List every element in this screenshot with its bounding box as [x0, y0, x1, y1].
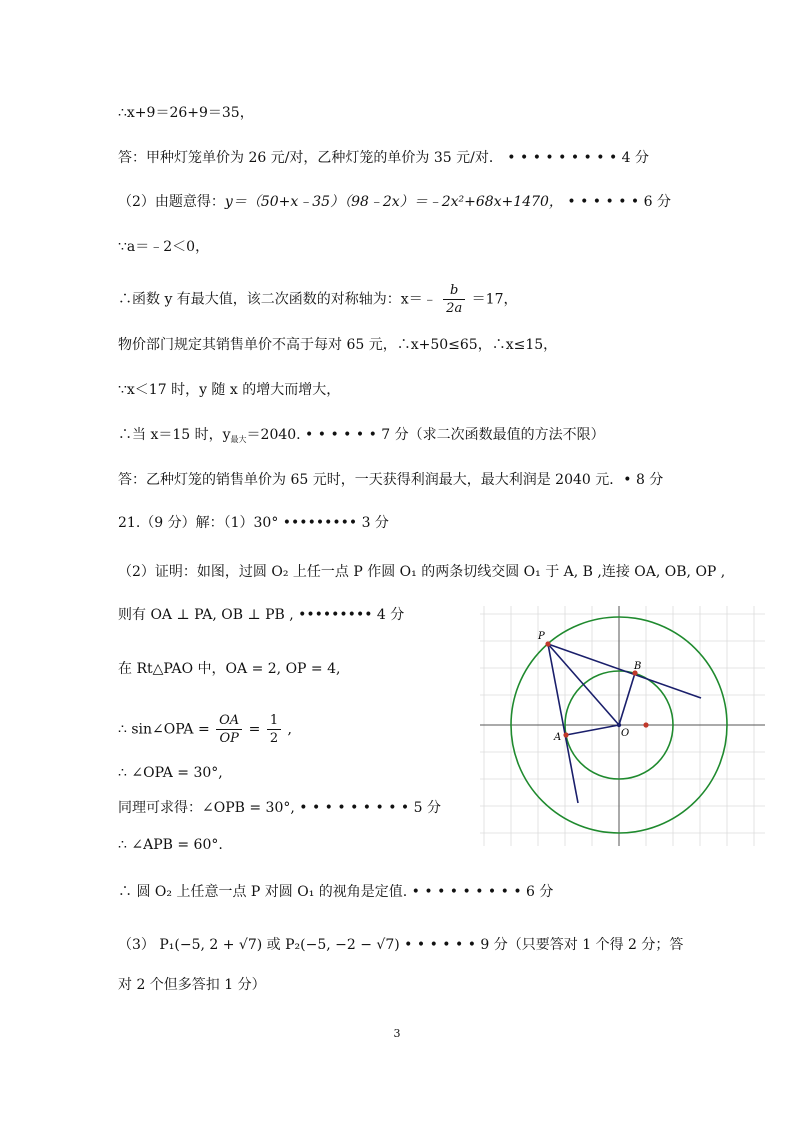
- point-p: [545, 641, 550, 646]
- fraction-denominator: 2a: [446, 301, 463, 316]
- grid: [480, 606, 765, 846]
- point-center-marker: [643, 722, 648, 727]
- line-10: 21.（9 分）解：（1）30° ••••••••• 3 分: [118, 515, 389, 531]
- segment-o-a: [566, 725, 619, 735]
- point-o: [617, 723, 621, 727]
- line-13: 在 Rt△PAO 中，OA = 2, OP = 4,: [118, 661, 341, 677]
- line-20: 对 2 个但多答扣 1 分）: [118, 977, 266, 993]
- fraction-numerator: OA: [216, 712, 242, 730]
- line-5-suffix: ＝17，: [471, 291, 518, 308]
- line-14: [118, 712, 292, 747]
- fraction-numerator: b: [443, 282, 465, 300]
- line-18: ∴ 圆 O₂ 上任意一点 P 对圆 O₁ 的视角是定值. • • • • • • • • • 6 分: [118, 884, 554, 900]
- point-a: [563, 732, 568, 737]
- label-p: P: [538, 631, 545, 642]
- fraction-numerator: 1: [267, 712, 281, 730]
- label-b: B: [634, 661, 642, 672]
- line-3-prefix: （2）由题意得：: [118, 194, 225, 210]
- line-9: 答：乙种灯笼的销售单价为 65 元时，一天获得利润最大，最大利润是 2040 元．• 8 分: [118, 472, 664, 488]
- line-6: 物价部门规定其销售单价不高于每对 65 元，∴x+50≤65，∴x≤15，: [118, 337, 558, 353]
- line-16: 同理可求得：∠OPB = 30°, • • • • • • • • • 5 分: [118, 800, 441, 816]
- line-14-prefix: ∴ sin∠OPA =: [118, 721, 210, 738]
- line-19: （3） P₁(−5, 2 + √7) 或 P₂(−5, −2 − √7) • • • • • • 9 分（只要答对 1 个得 2 分；答: [118, 937, 684, 953]
- line-8-subscript: 最大: [230, 435, 247, 444]
- line-12: 则有 OA ⊥ PA, OB ⊥ PB , ••••••••• 4 分: [118, 607, 405, 623]
- line-3-score: • • • • • • 6 分: [562, 194, 671, 210]
- fraction-one-half: [267, 712, 281, 747]
- label-o: O: [621, 728, 630, 739]
- label-a: A: [554, 732, 562, 743]
- line-1: ∴x+9＝26+9＝35，: [118, 105, 254, 121]
- line-7: ∵x＜17 时，y 随 x 的增大而增大，: [118, 382, 341, 398]
- line-5-prefix: ∴函数 y 有最大值，该二次函数的对称轴为：x＝﹣: [118, 291, 437, 308]
- geometry-figure: [480, 606, 765, 846]
- line-5: [118, 282, 517, 317]
- line-11: （2）证明：如图，过圆 O₂ 上任一点 P 作圆 O₁ 的两条切线交圆 O₁ 于 A, B ,连接 OA, OB, OP ,: [118, 564, 726, 580]
- line-8-prefix: ∴当 x＝15 时，y: [118, 427, 231, 443]
- fraction-denominator: 2: [269, 731, 279, 746]
- line-3-formula: y＝（50+x﹣35）（98﹣2x）＝﹣2x²+68x+1470，: [224, 194, 563, 210]
- line-17: ∴ ∠APB = 60°.: [118, 837, 223, 853]
- fraction-b-over-2a: [443, 282, 465, 317]
- line-8: [118, 425, 605, 450]
- line-14-suffix: ,: [287, 721, 292, 738]
- fraction-oa-over-op: [216, 712, 242, 747]
- segment-o-b: [619, 673, 635, 725]
- line-15: ∴ ∠OPA = 30°,: [118, 765, 223, 781]
- page-number: 3: [393, 1027, 401, 1040]
- line-14-equals: =: [248, 721, 261, 738]
- line-2: 答：甲种灯笼单价为 26 元/对，乙种灯笼的单价为 35 元/对． • • • • • • • • • 4 分: [118, 150, 650, 166]
- line-3: [118, 192, 671, 212]
- line-8-suffix: ＝2040. • • • • • • 7 分（求二次函数最值的方法不限）: [246, 427, 605, 443]
- line-4: ∵a＝﹣2＜0，: [118, 239, 210, 255]
- fraction-denominator: OP: [219, 731, 239, 746]
